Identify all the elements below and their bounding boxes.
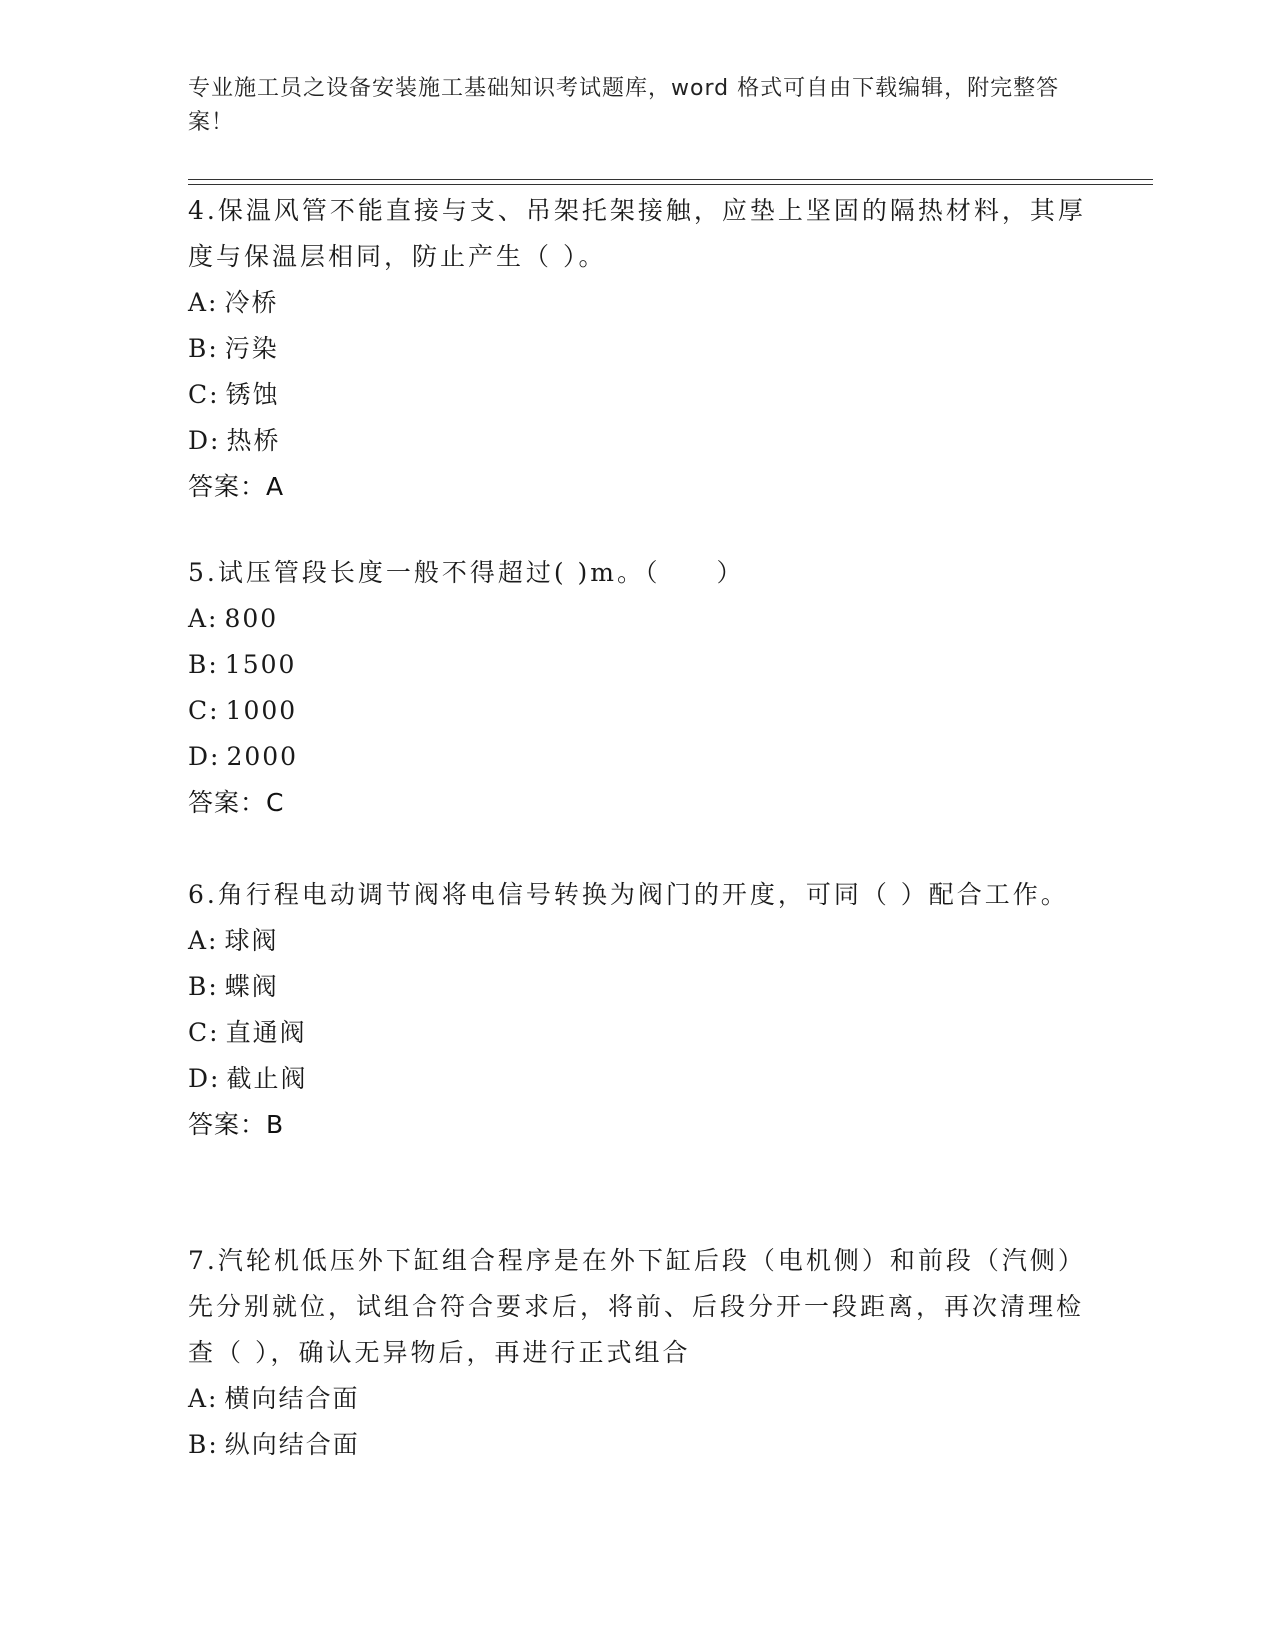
question-6 (188, 872, 1088, 1148)
option-letter: A: (188, 926, 219, 955)
option-letter: B: (188, 972, 219, 1001)
option-letter: D: (188, 426, 221, 455)
option-text: 截止阀 (226, 1064, 308, 1093)
option-c (188, 1010, 1088, 1056)
option-letter: B: (188, 334, 219, 363)
option-letter: B: (188, 1430, 219, 1459)
option-text: 2000 (226, 742, 299, 771)
question-5 (188, 550, 1088, 826)
answer-line: 答案：B (188, 1110, 285, 1139)
option-text: 蝶阀 (224, 972, 279, 1001)
option-text: 热桥 (226, 426, 281, 455)
option-text: 横向结合面 (224, 1384, 360, 1413)
option-letter: D: (188, 742, 221, 771)
option-letter: A: (188, 288, 219, 317)
option-a (188, 280, 1088, 326)
option-b (188, 642, 1088, 688)
option-d (188, 418, 1088, 464)
answer-line: 答案：C (188, 788, 285, 817)
option-letter: A: (188, 604, 219, 633)
header-divider-bottom (188, 184, 1153, 185)
option-d (188, 1056, 1088, 1102)
option-text: 球阀 (224, 926, 279, 955)
question-stem: 5.试压管段长度一般不得超过( )m。（ ） (188, 558, 745, 587)
page-header: 专业施工员之设备安装施工基础知识考试题库，word 格式可自由下载编辑，附完整答案！ (188, 76, 1060, 135)
option-letter: D: (188, 1064, 221, 1093)
option-a (188, 1376, 1088, 1422)
option-b (188, 1422, 1088, 1468)
option-text: 纵向结合面 (224, 1430, 360, 1459)
question-7 (188, 1238, 1088, 1468)
option-text: 1000 (225, 696, 298, 725)
question-stem: 6.角行程电动调节阀将电信号转换为阀门的开度，可同（ ）配合工作。 (188, 880, 1069, 909)
option-letter: B: (188, 650, 219, 679)
option-b (188, 964, 1088, 1010)
option-letter: C: (188, 696, 220, 725)
option-text: 冷桥 (224, 288, 279, 317)
question-stem: 4.保温风管不能直接与支、吊架托架接触，应垫上坚固的隔热材料，其厚度与保温层相同，防止产生（ ）。 (188, 196, 1086, 271)
option-c (188, 372, 1088, 418)
option-letter: C: (188, 1018, 220, 1047)
option-text: 锈蚀 (225, 380, 280, 409)
option-text: 污染 (224, 334, 279, 363)
header-divider-top (188, 179, 1153, 180)
option-text: 800 (224, 604, 279, 633)
question-4 (188, 188, 1088, 510)
option-letter: C: (188, 380, 220, 409)
option-c (188, 688, 1088, 734)
answer-line: 答案：A (188, 472, 285, 501)
option-a (188, 596, 1088, 642)
option-d (188, 734, 1088, 780)
option-text: 直通阀 (225, 1018, 307, 1047)
option-text: 1500 (224, 650, 297, 679)
question-stem: 7.汽轮机低压外下缸组合程序是在外下缸后段（电机侧）和前段（汽侧）先分别就位，试组合符合要求后，将前、后段分开一段距离，再次清理检查（ ），确认无异物后，再进行正式组合 (188, 1246, 1086, 1367)
option-a (188, 918, 1088, 964)
option-b (188, 326, 1088, 372)
option-letter: A: (188, 1384, 219, 1413)
